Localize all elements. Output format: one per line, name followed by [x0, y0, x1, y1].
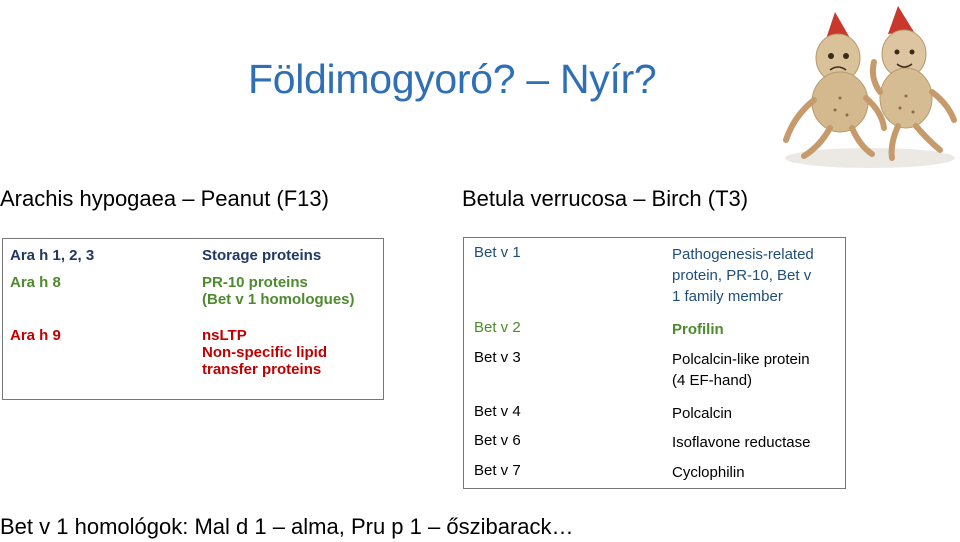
birch-allergen-table — [463, 237, 846, 489]
allergen-description: PR-10 proteins (Bet v 1 homologues) — [202, 273, 355, 308]
allergen-description: Storage proteins — [202, 247, 322, 264]
allergen-description: Profilin — [672, 320, 724, 338]
allergen-description: Polcalcin-like protein (4 EF-hand) — [672, 351, 810, 390]
table-row — [3, 325, 384, 399]
footer-note: Bet v 1 homológok: Mal d 1 – alma, Pru p 1 – őszibarack… — [0, 514, 574, 539]
slide-title: Földimogyoró? – Nyír? — [248, 56, 657, 102]
allergen-name: Bet v 2 — [474, 318, 521, 336]
allergen-name: Bet v 6 — [474, 432, 521, 450]
birch-heading: Betula verrucosa – Birch (T3) — [462, 186, 749, 211]
allergen-name: Bet v 7 — [474, 462, 521, 480]
allergen-description: nsLTP Non-specific lipid transfer proteins — [202, 327, 328, 379]
table-row — [464, 428, 846, 458]
peanut-heading: Arachis hypogaea – Peanut (F13) — [0, 186, 329, 211]
allergen-name: Ara h 8 — [10, 273, 61, 291]
table-row — [464, 399, 846, 429]
allergen-description: Cyclophilin — [672, 464, 745, 482]
allergen-description: Polcalcin — [672, 404, 733, 422]
allergen-name: Bet v 4 — [474, 402, 521, 420]
allergen-name: Ara h 1, 2, 3 — [10, 247, 95, 264]
allergen-name: Bet v 1 — [474, 244, 521, 261]
allergen-name: Ara h 9 — [10, 327, 61, 345]
table-row — [3, 270, 384, 325]
allergen-description: Isoflavone reductase — [672, 434, 811, 452]
table-row — [464, 317, 846, 345]
allergen-name: Bet v 3 — [474, 349, 521, 367]
peanut-allergen-table — [2, 238, 384, 400]
allergen-description: Pathogenesis-related protein, PR-10, Bet v 1 family member — [672, 246, 814, 305]
table-row — [3, 239, 384, 270]
peanut-figurines-photo — [780, 0, 960, 172]
table-row — [464, 458, 846, 488]
table-row — [464, 344, 846, 398]
table-row — [464, 238, 846, 317]
